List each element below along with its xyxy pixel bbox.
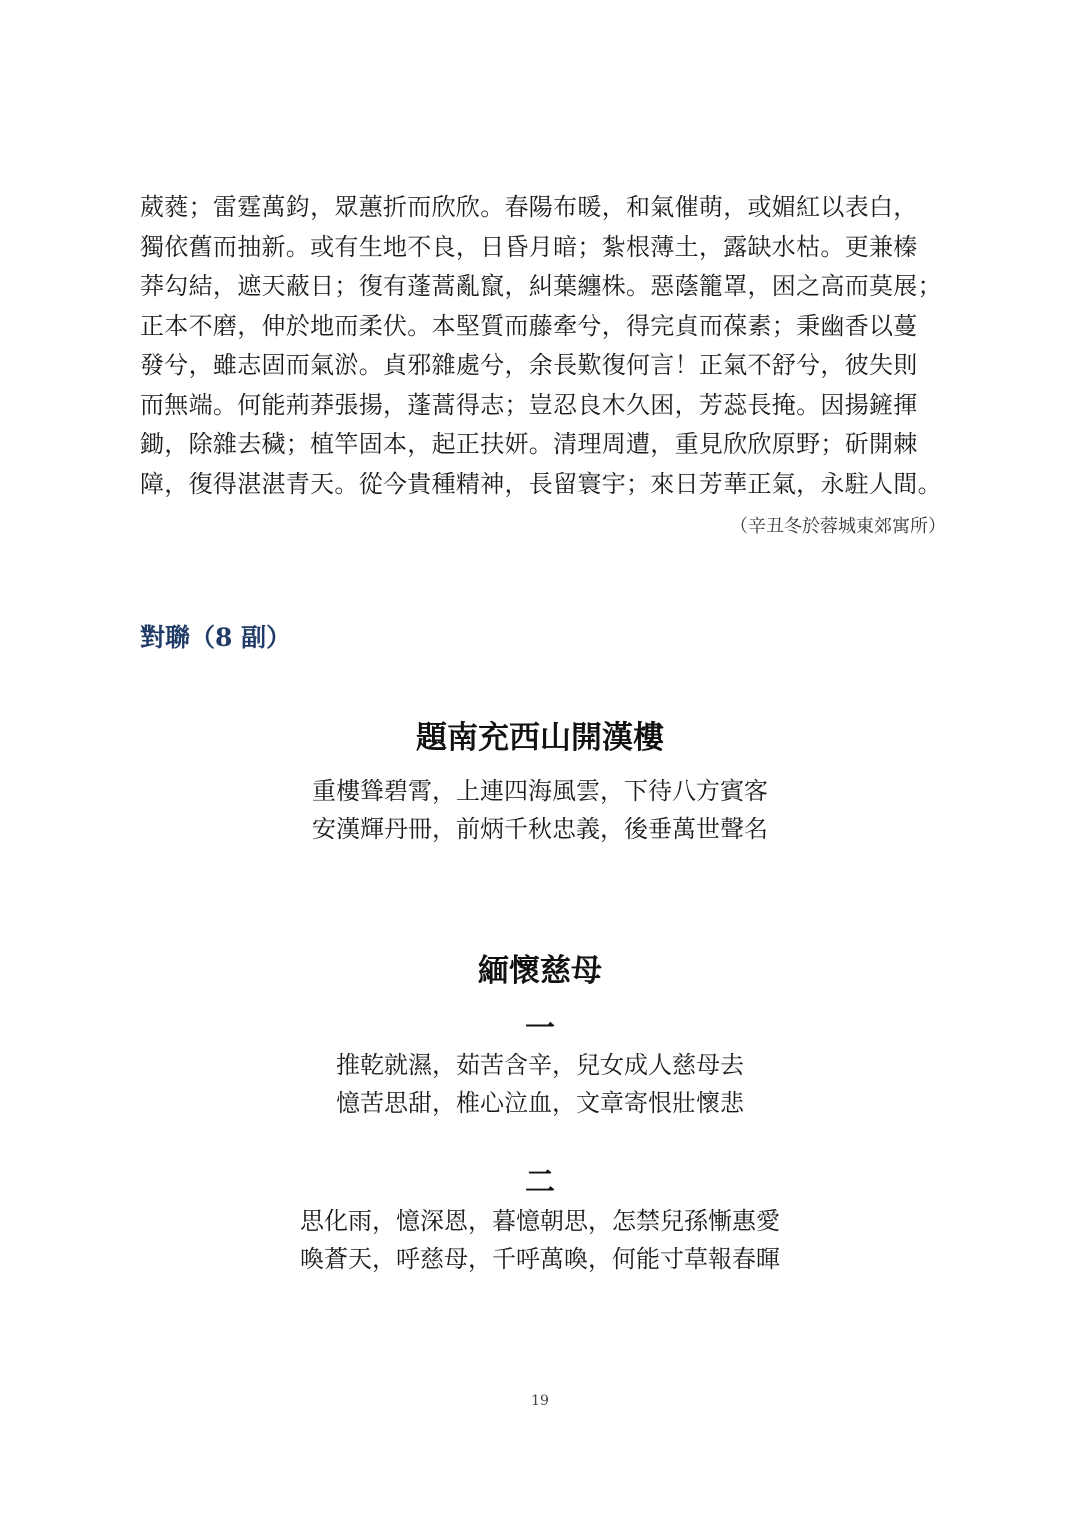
prose-line: 正本不磨，伸於地而柔伏。本堅質而藤牽兮，得完貞而葆素；秉幽香以蔓 — [140, 311, 918, 340]
page-number: 19 — [531, 1393, 549, 1409]
couplet-line: 推乾就濕，茹苦含辛，兒女成人慈母去 — [336, 1051, 744, 1079]
poem2-title-block — [0, 945, 1080, 990]
couplet-line: 憶苦思甜，椎心泣血，文章寄恨壯懷悲 — [336, 1089, 744, 1117]
prose-line: 發兮，雖志固而氣淤。貞邪雜處兮，余長歎復何言！正氣不舒兮，彼失則 — [140, 351, 918, 379]
poem1-title-block — [0, 712, 1080, 757]
prose-line: 而無端。何能荊莽張揚，蓬蒿得志；豈忍良木久困，芳蕊長掩。因揚鏟揮 — [140, 390, 918, 419]
poem1-title: 題南充西山開漢樓 — [416, 720, 664, 756]
poem2-part2-couplet — [0, 1202, 1080, 1278]
part-numeral-two: 二 — [525, 1165, 555, 1200]
poem2-part1-numeral-block — [0, 1003, 1080, 1047]
prose-line: 獨依舊而抽新。或有生地不良，日昏月暗；紮根薄土，露缺水枯。更兼榛 — [140, 232, 918, 261]
couplet-line: 安漢輝丹冊，前炳千秋忠義，後垂萬世聲名 — [312, 815, 768, 843]
couplet-line: 喚蒼天，呼慈母，千呼萬喚，何能寸草報春暉 — [300, 1245, 780, 1273]
prose-body — [140, 188, 962, 504]
prose-line: 障，復得湛湛青天。從今貴種精神，長留寰宇；來日芳華正氣，永駐人間。 — [140, 469, 942, 498]
prose-line: 莽勾結，遮天蔽日；復有蓬蒿亂竄，糾葉纏株。惡蔭籠罩，困之高而莫展； — [140, 272, 942, 300]
poem2-title: 緬懷慈母 — [478, 953, 602, 989]
section-heading: 對聯（8 副） — [140, 623, 292, 652]
couplet-line: 重樓聳碧霄，上連四海風雲，下待八方賓客 — [312, 777, 768, 805]
prose-signature: （辛丑冬於蓉城東郊寓所） — [730, 516, 946, 537]
prose-line: 鋤，除雜去穢；植竿固本，起正扶妍。清理周遭，重見欣欣原野；斫開棘 — [140, 430, 918, 458]
poem1-couplet — [0, 772, 1080, 848]
couplet-line: 思化雨，憶深恩，暮憶朝思，怎禁兒孫慚惠愛 — [300, 1207, 780, 1235]
poem2-part1-couplet — [0, 1046, 1080, 1122]
part-numeral-one: 一 — [525, 1011, 555, 1046]
prose-line: 葳蕤；雷霆萬鈞，眾蕙折而欣欣。春陽布暖，和氣催萌，或媚紅以表白， — [140, 193, 918, 221]
poem2-part2-numeral-block — [0, 1157, 1080, 1201]
